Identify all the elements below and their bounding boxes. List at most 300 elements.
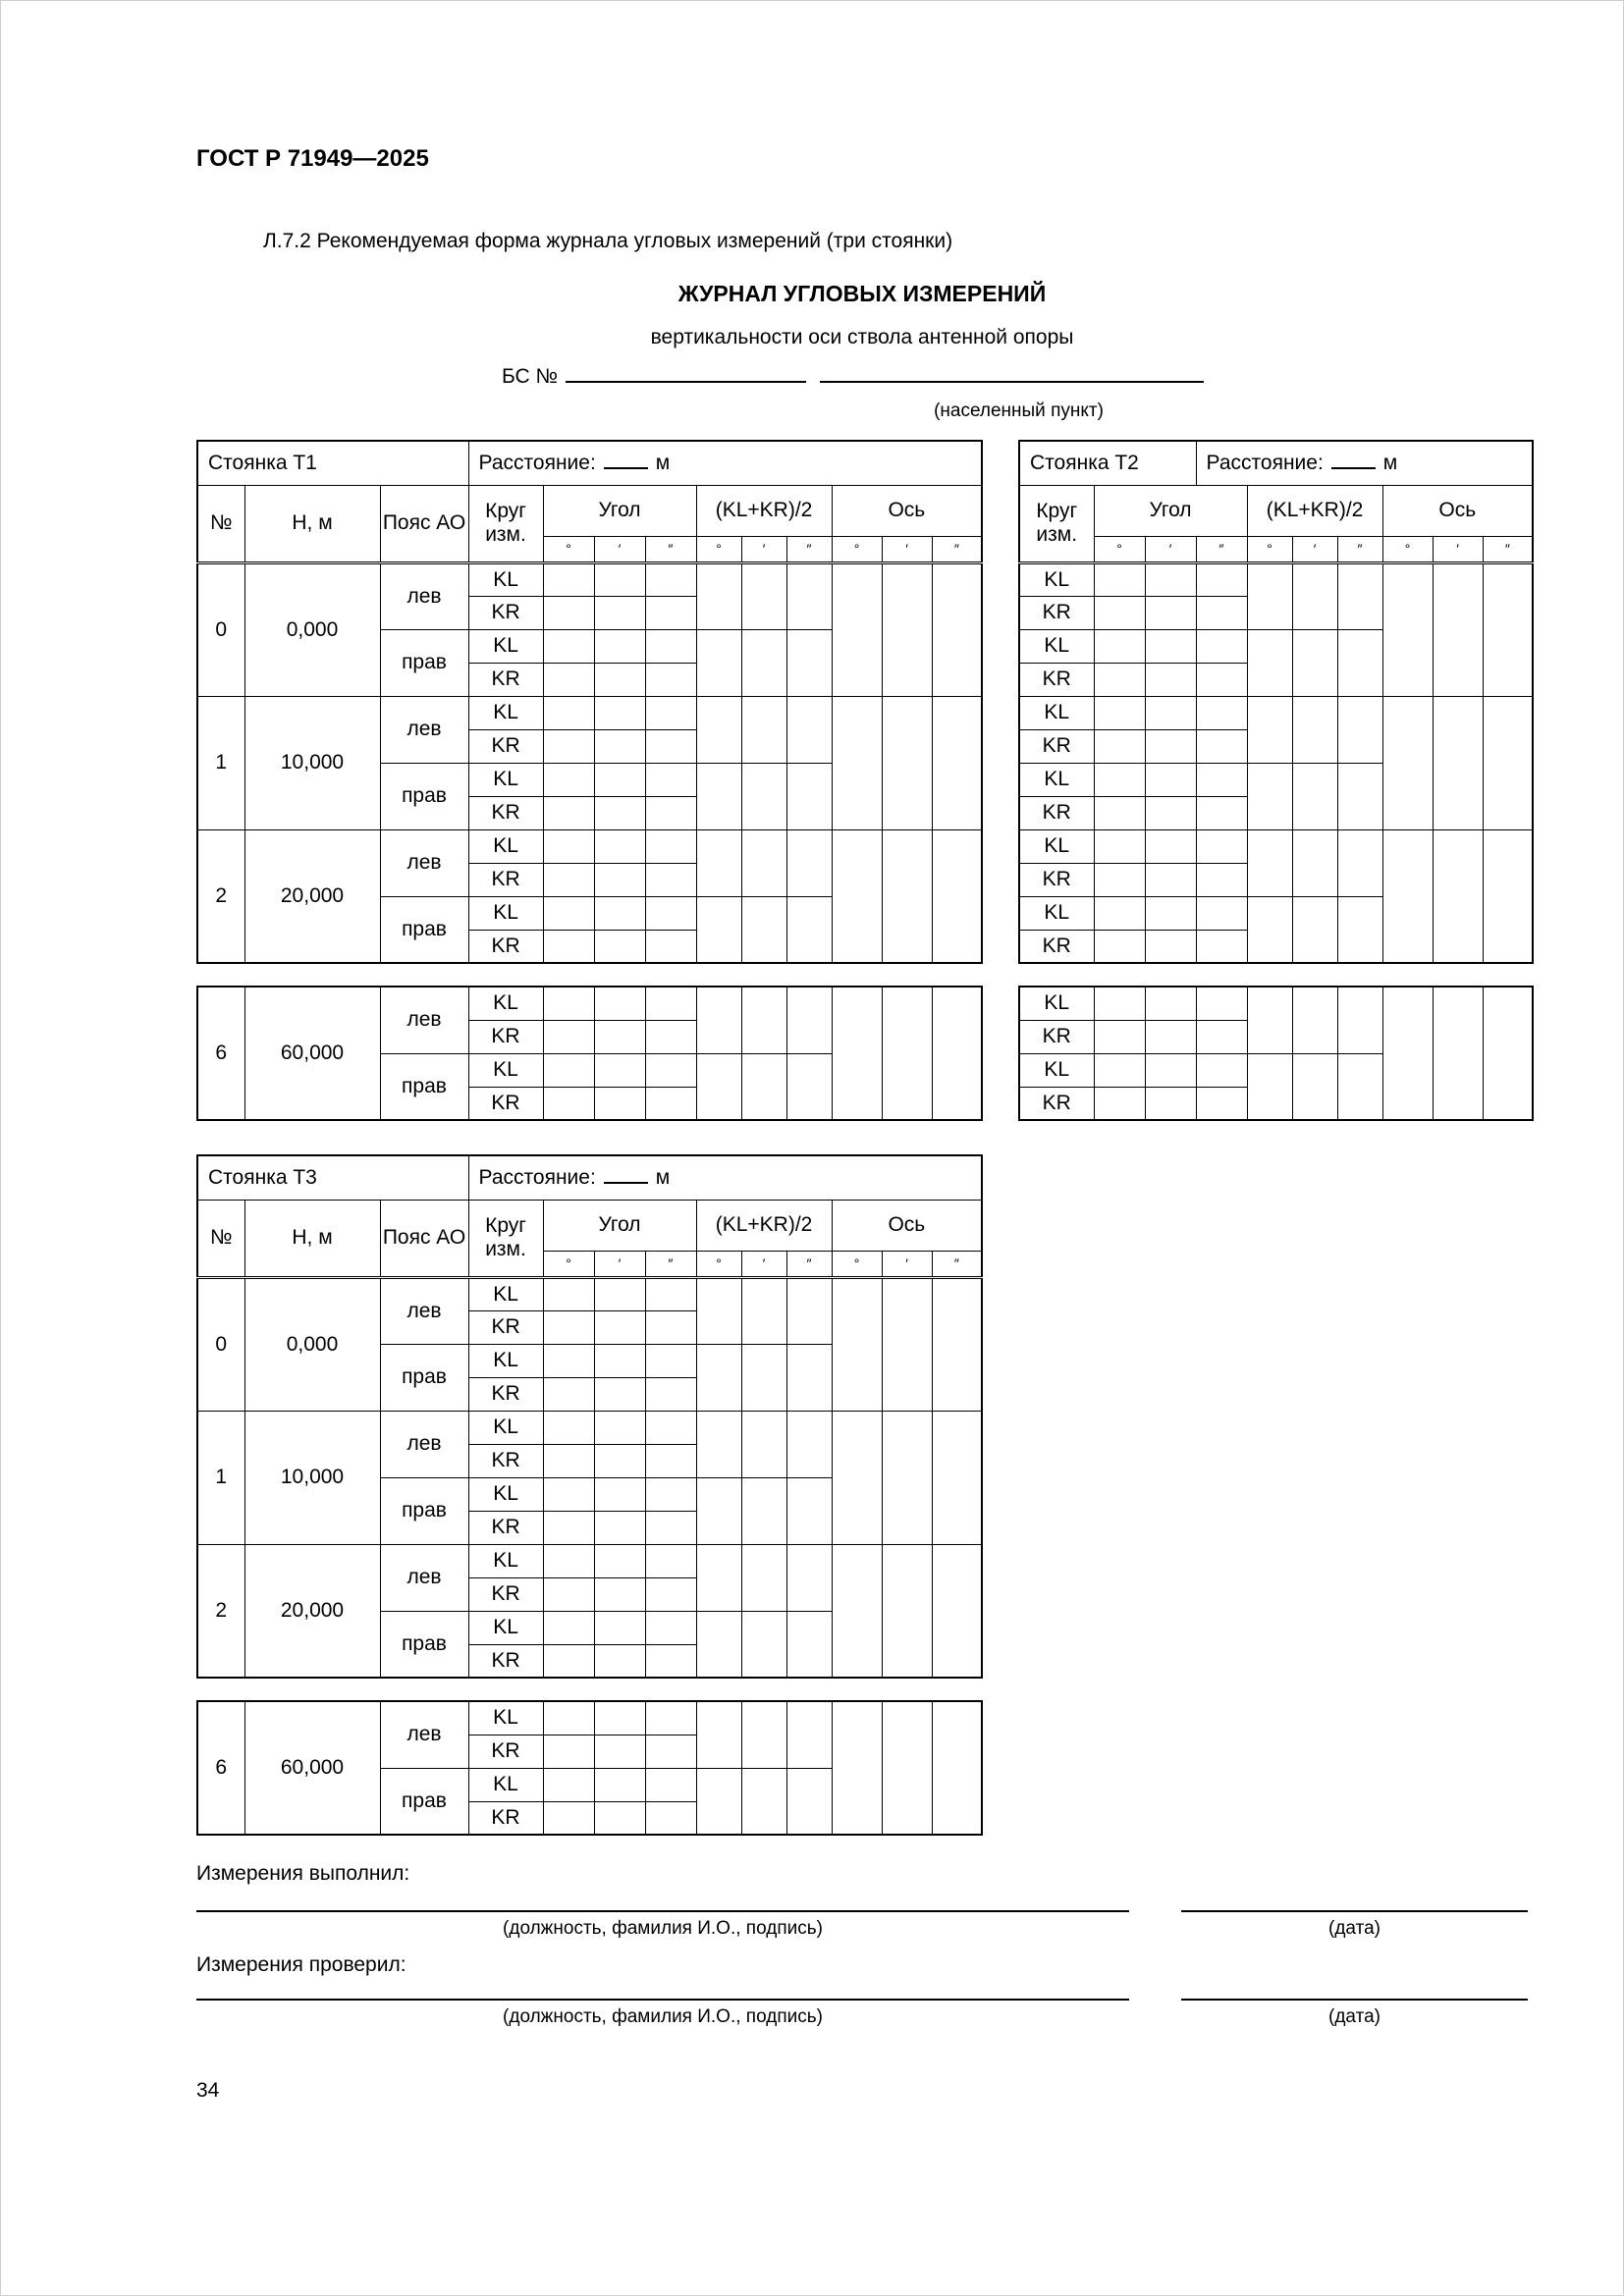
circle-kr-cell: KR: [468, 663, 543, 696]
unit-sec-axis: ″: [1483, 536, 1533, 562]
angle-value-cell: [543, 1477, 594, 1511]
angle-value-cell: [645, 1277, 696, 1310]
angle-value-cell: [645, 1511, 696, 1544]
circle-kl-cell: KL: [1019, 562, 1094, 596]
axis-value-cell: [1483, 987, 1533, 1120]
angle-value-cell: [594, 562, 645, 596]
circle-kr-cell: KR: [468, 1801, 543, 1835]
klkr-value-cell: [786, 987, 832, 1053]
angle-value-cell: [594, 1611, 645, 1644]
klkr-value-cell: [1337, 763, 1382, 829]
circle-kr-cell: KR: [468, 1644, 543, 1678]
klkr-value-cell: [696, 1544, 741, 1611]
circle-kl-cell: KL: [468, 829, 543, 863]
axis-value-cell: [932, 1701, 982, 1835]
circle-kr-cell: KR: [468, 729, 543, 763]
axis-value-cell: [832, 1701, 882, 1835]
angle-value-cell: [543, 1053, 594, 1087]
angle-value-cell: [594, 629, 645, 663]
angle-value-cell: [1094, 863, 1145, 896]
distance-unit: м: [1382, 451, 1398, 474]
point-num: 2: [197, 1544, 244, 1678]
angle-value-cell: [543, 829, 594, 863]
circle-kl-cell: KL: [468, 1411, 543, 1444]
klkr-value-cell: [741, 629, 786, 696]
angle-value-cell: [645, 696, 696, 729]
table-row: [197, 1544, 982, 1577]
klkr-value-cell: [741, 1344, 786, 1411]
angle-value-cell: [645, 763, 696, 796]
angle-value-cell: [645, 987, 696, 1020]
unit-min-klkr: ′: [1292, 536, 1337, 562]
angle-value-cell: [543, 1735, 594, 1768]
performed-label: Измерения выполнил:: [196, 1862, 410, 1885]
klkr-value-cell: [786, 562, 832, 629]
angle-value-cell: [1145, 663, 1196, 696]
klkr-value-cell: [696, 696, 741, 763]
klkr-value-cell: [1247, 763, 1292, 829]
unit-min-angle: ′: [594, 536, 645, 562]
col-header-axis: Ось: [832, 485, 982, 536]
belt-left-cell: лев: [380, 562, 468, 629]
angle-value-cell: [543, 763, 594, 796]
angle-value-cell: [1094, 829, 1145, 863]
point-num: 0: [197, 562, 244, 696]
klkr-value-cell: [786, 1344, 832, 1411]
axis-value-cell: [1483, 829, 1533, 963]
point-num: 6: [197, 987, 244, 1120]
klkr-value-cell: [786, 763, 832, 829]
unit-deg-klkr: °: [696, 1251, 741, 1277]
circle-kl-cell: KL: [468, 696, 543, 729]
angle-value-cell: [594, 896, 645, 930]
klkr-value-cell: [741, 1701, 786, 1768]
klkr-value-cell: [1337, 1053, 1382, 1120]
unit-min-axis: ′: [882, 536, 932, 562]
circle-kr-cell: KR: [468, 1735, 543, 1768]
angle-value-cell: [645, 829, 696, 863]
distance-label: Расстояние:: [1206, 451, 1324, 474]
station-name: Стоянка Т2: [1019, 441, 1196, 485]
distance-blank: [604, 454, 648, 469]
circle-kr-cell: KR: [468, 863, 543, 896]
klkr-value-cell: [741, 829, 786, 896]
klkr-value-cell: [741, 696, 786, 763]
klkr-value-cell: [1247, 629, 1292, 696]
table-row: [197, 1155, 982, 1200]
table-row: [1019, 696, 1533, 729]
klkr-value-cell: [741, 1768, 786, 1835]
angle-value-cell: [1094, 562, 1145, 596]
klkr-value-cell: [741, 1477, 786, 1544]
angle-value-cell: [594, 696, 645, 729]
axis-value-cell: [882, 1277, 932, 1411]
table-row: [197, 829, 982, 863]
angle-value-cell: [594, 1511, 645, 1544]
unit-min-angle: ′: [1145, 536, 1196, 562]
unit-deg-angle: °: [1094, 536, 1145, 562]
col-header-num: №: [197, 485, 244, 562]
point-num: 6: [197, 1701, 244, 1835]
axis-value-cell: [1433, 829, 1483, 963]
page-number: 34: [196, 2079, 220, 2102]
klkr-value-cell: [786, 896, 832, 963]
station-t2-main-table: [1018, 440, 1534, 964]
axis-value-cell: [1382, 562, 1433, 696]
angle-value-cell: [645, 1644, 696, 1678]
angle-value-cell: [1196, 763, 1247, 796]
klkr-value-cell: [741, 1053, 786, 1120]
point-num: 2: [197, 829, 244, 963]
klkr-value-cell: [1337, 562, 1382, 629]
circle-kl-cell: KL: [468, 1344, 543, 1377]
checked-signature-caption: (должность, фамилия И.О., подпись): [503, 2006, 823, 2027]
unit-sec-klkr: ″: [786, 1251, 832, 1277]
angle-value-cell: [645, 629, 696, 663]
angle-value-cell: [1094, 696, 1145, 729]
angle-value-cell: [1145, 562, 1196, 596]
angle-value-cell: [594, 1344, 645, 1377]
circle-kl-cell: KL: [468, 1277, 543, 1310]
angle-value-cell: [645, 663, 696, 696]
angle-value-cell: [543, 1277, 594, 1310]
angle-value-cell: [594, 1644, 645, 1678]
angle-value-cell: [645, 596, 696, 629]
angle-value-cell: [543, 930, 594, 963]
klkr-value-cell: [1247, 896, 1292, 963]
angle-value-cell: [594, 663, 645, 696]
station-t2-section: [1018, 440, 1534, 1121]
axis-value-cell: [1382, 987, 1433, 1120]
angle-value-cell: [1094, 896, 1145, 930]
angle-value-cell: [594, 1768, 645, 1801]
klkr-value-cell: [741, 763, 786, 829]
angle-value-cell: [645, 1377, 696, 1411]
belt-left-cell: лев: [380, 829, 468, 896]
axis-value-cell: [832, 829, 882, 963]
angle-value-cell: [594, 729, 645, 763]
angle-value-cell: [543, 1801, 594, 1835]
angle-value-cell: [645, 1735, 696, 1768]
point-height: 60,000: [244, 987, 380, 1120]
circle-kl-cell: KL: [468, 896, 543, 930]
angle-value-cell: [645, 1477, 696, 1511]
axis-value-cell: [1433, 562, 1483, 696]
station-t1-extra-table: [196, 986, 983, 1121]
unit-deg-axis: °: [832, 1251, 882, 1277]
axis-value-cell: [932, 1544, 982, 1678]
col-header-circle: Круг изм.: [468, 485, 543, 562]
angle-value-cell: [594, 1577, 645, 1611]
section-title: Л.7.2 Рекомендуемая форма журнала угловых измерений (три стоянки): [263, 230, 953, 252]
circle-kl-cell: KL: [468, 1611, 543, 1644]
klkr-value-cell: [786, 1701, 832, 1768]
angle-value-cell: [1094, 596, 1145, 629]
angle-value-cell: [645, 729, 696, 763]
klkr-value-cell: [696, 1344, 741, 1411]
circle-kr-cell: KR: [1019, 863, 1094, 896]
klkr-value-cell: [786, 1477, 832, 1544]
circle-kl-cell: KL: [468, 763, 543, 796]
circle-kl-cell: KL: [468, 1768, 543, 1801]
klkr-value-cell: [1292, 763, 1337, 829]
circle-kl-cell: KL: [468, 1544, 543, 1577]
angle-value-cell: [543, 1701, 594, 1735]
angle-value-cell: [1145, 763, 1196, 796]
klkr-value-cell: [786, 1544, 832, 1611]
angle-value-cell: [594, 987, 645, 1020]
klkr-value-cell: [741, 1411, 786, 1477]
angle-value-cell: [594, 1020, 645, 1053]
angle-value-cell: [645, 1801, 696, 1835]
angle-value-cell: [543, 1768, 594, 1801]
col-header-axis: Ось: [832, 1200, 982, 1251]
circle-kr-cell: KR: [468, 1444, 543, 1477]
belt-right-cell: прав: [380, 1344, 468, 1411]
angle-value-cell: [1196, 729, 1247, 763]
col-header-axis: Ось: [1382, 485, 1533, 536]
circle-kr-cell: KR: [468, 796, 543, 829]
angle-value-cell: [594, 1444, 645, 1477]
axis-value-cell: [882, 829, 932, 963]
angle-value-cell: [1145, 987, 1196, 1020]
axis-value-cell: [832, 1544, 882, 1678]
angle-value-cell: [594, 1544, 645, 1577]
table-row: [1019, 562, 1533, 596]
angle-value-cell: [543, 987, 594, 1020]
angle-value-cell: [543, 1310, 594, 1344]
angle-value-cell: [1094, 930, 1145, 963]
angle-value-cell: [645, 1344, 696, 1377]
angle-value-cell: [543, 1644, 594, 1678]
point-height: 20,000: [244, 829, 380, 963]
distance-cell: [468, 441, 982, 485]
angle-value-cell: [543, 1020, 594, 1053]
table-row: [1019, 485, 1533, 536]
angle-value-cell: [645, 1611, 696, 1644]
table-row: [197, 987, 982, 1020]
angle-value-cell: [645, 1053, 696, 1087]
angle-value-cell: [645, 1020, 696, 1053]
circle-kr-cell: KR: [1019, 1087, 1094, 1120]
axis-value-cell: [832, 696, 882, 829]
klkr-value-cell: [1247, 987, 1292, 1053]
performed-signature-caption: (должность, фамилия И.О., подпись): [503, 1918, 823, 1939]
angle-value-cell: [645, 896, 696, 930]
journal-title: ЖУРНАЛ УГЛОВЫХ ИЗМЕРЕНИЙ: [677, 281, 1047, 306]
klkr-value-cell: [696, 1701, 741, 1768]
axis-value-cell: [932, 696, 982, 829]
axis-value-cell: [1433, 987, 1483, 1120]
performed-signature-line: [196, 1910, 1129, 1912]
circle-kr-cell: KR: [468, 1511, 543, 1544]
klkr-value-cell: [1247, 696, 1292, 763]
point-height: 10,000: [244, 1411, 380, 1544]
axis-value-cell: [1382, 829, 1433, 963]
angle-value-cell: [1145, 596, 1196, 629]
angle-value-cell: [645, 1577, 696, 1611]
table-row: [197, 1277, 982, 1310]
angle-value-cell: [594, 829, 645, 863]
belt-left-cell: лев: [380, 1277, 468, 1344]
angle-value-cell: [1196, 796, 1247, 829]
circle-kr-cell: KR: [468, 930, 543, 963]
circle-kr-cell: KR: [468, 1577, 543, 1611]
angle-value-cell: [1094, 729, 1145, 763]
angle-value-cell: [594, 1411, 645, 1444]
angle-value-cell: [543, 729, 594, 763]
klkr-value-cell: [1337, 829, 1382, 896]
document-code: ГОСТ Р 71949—2025: [196, 145, 429, 172]
circle-kr-cell: KR: [468, 1020, 543, 1053]
klkr-value-cell: [741, 1611, 786, 1678]
angle-value-cell: [1196, 663, 1247, 696]
angle-value-cell: [645, 1411, 696, 1444]
table-row: [197, 1200, 982, 1251]
distance-cell: [468, 1155, 982, 1200]
bs-number-blank: [566, 368, 806, 383]
circle-kr-cell: KR: [468, 1310, 543, 1344]
table-row: [1019, 987, 1533, 1020]
col-header-angle: Угол: [543, 1200, 696, 1251]
angle-value-cell: [594, 863, 645, 896]
distance-blank: [1331, 454, 1376, 469]
klkr-value-cell: [696, 987, 741, 1053]
angle-value-cell: [543, 1344, 594, 1377]
angle-value-cell: [645, 863, 696, 896]
angle-value-cell: [1094, 1053, 1145, 1087]
angle-value-cell: [1094, 763, 1145, 796]
angle-value-cell: [1145, 930, 1196, 963]
unit-min-angle: ′: [594, 1251, 645, 1277]
klkr-value-cell: [1247, 829, 1292, 896]
bs-label: БС №: [502, 365, 559, 388]
angle-value-cell: [1196, 930, 1247, 963]
angle-value-cell: [1094, 629, 1145, 663]
circle-kl-cell: KL: [468, 629, 543, 663]
unit-sec-angle: ″: [645, 1251, 696, 1277]
angle-value-cell: [594, 1477, 645, 1511]
angle-value-cell: [1196, 562, 1247, 596]
point-num: 1: [197, 1411, 244, 1544]
checked-label: Измерения проверил:: [196, 1953, 406, 1976]
angle-value-cell: [543, 1411, 594, 1444]
unit-sec-axis: ″: [932, 536, 982, 562]
angle-value-cell: [1196, 1020, 1247, 1053]
angle-value-cell: [645, 930, 696, 963]
table-row: [197, 485, 982, 536]
angle-value-cell: [543, 1611, 594, 1644]
col-header-klkr: (KL+KR)/2: [696, 1200, 832, 1251]
unit-min-axis: ′: [1433, 536, 1483, 562]
klkr-value-cell: [786, 829, 832, 896]
angle-value-cell: [1145, 829, 1196, 863]
circle-kl-cell: KL: [468, 1053, 543, 1087]
klkr-value-cell: [696, 1411, 741, 1477]
angle-value-cell: [1094, 663, 1145, 696]
klkr-value-cell: [1292, 696, 1337, 763]
unit-min-klkr: ′: [741, 1251, 786, 1277]
axis-value-cell: [1483, 696, 1533, 829]
bs-settlement-blank: [820, 368, 1204, 383]
col-header-circle: Круг изм.: [1019, 485, 1094, 562]
point-height: 0,000: [244, 562, 380, 696]
belt-left-cell: лев: [380, 1701, 468, 1768]
station-t3-extra-table: [196, 1700, 983, 1836]
klkr-value-cell: [696, 1768, 741, 1835]
angle-value-cell: [543, 1511, 594, 1544]
table-row: [197, 562, 982, 596]
col-header-num: №: [197, 1200, 244, 1277]
axis-value-cell: [932, 1411, 982, 1544]
angle-value-cell: [594, 1087, 645, 1120]
axis-value-cell: [882, 696, 932, 829]
angle-value-cell: [1196, 987, 1247, 1020]
axis-value-cell: [932, 829, 982, 963]
klkr-value-cell: [1292, 829, 1337, 896]
distance-unit: м: [655, 1165, 671, 1189]
circle-kl-cell: KL: [1019, 829, 1094, 863]
belt-right-cell: прав: [380, 1768, 468, 1835]
klkr-value-cell: [741, 1544, 786, 1611]
table-row: [1019, 536, 1533, 562]
belt-left-cell: лев: [380, 1544, 468, 1611]
circle-kl-cell: KL: [468, 1477, 543, 1511]
angle-value-cell: [645, 1768, 696, 1801]
klkr-value-cell: [786, 1611, 832, 1678]
klkr-value-cell: [696, 896, 741, 963]
circle-kr-cell: KR: [1019, 663, 1094, 696]
unit-sec-klkr: ″: [1337, 536, 1382, 562]
klkr-value-cell: [1337, 896, 1382, 963]
angle-value-cell: [1145, 1053, 1196, 1087]
point-height: 60,000: [244, 1701, 380, 1835]
angle-value-cell: [543, 1087, 594, 1120]
klkr-value-cell: [696, 829, 741, 896]
angle-value-cell: [1196, 696, 1247, 729]
angle-value-cell: [594, 930, 645, 963]
belt-right-cell: прав: [380, 1477, 468, 1544]
circle-kr-cell: KR: [1019, 596, 1094, 629]
circle-kl-cell: KL: [1019, 696, 1094, 729]
table-row: [197, 1411, 982, 1444]
angle-value-cell: [1094, 796, 1145, 829]
angle-value-cell: [1145, 1020, 1196, 1053]
angle-value-cell: [594, 796, 645, 829]
point-height: 0,000: [244, 1277, 380, 1411]
station-t3-section: [196, 1154, 983, 1836]
journal-subtitle: вертикальности оси ствола антенной опоры: [650, 326, 1074, 348]
angle-value-cell: [645, 1310, 696, 1344]
klkr-value-cell: [1247, 1053, 1292, 1120]
axis-value-cell: [832, 987, 882, 1120]
unit-deg-axis: °: [1382, 536, 1433, 562]
circle-kr-cell: KR: [468, 596, 543, 629]
angle-value-cell: [594, 1277, 645, 1310]
belt-right-cell: прав: [380, 763, 468, 829]
station-t1-section: [196, 440, 983, 1121]
belt-right-cell: прав: [380, 1053, 468, 1120]
klkr-value-cell: [696, 1611, 741, 1678]
performed-date-caption: (дата): [1328, 1918, 1380, 1939]
axis-value-cell: [882, 1701, 932, 1835]
belt-right-cell: прав: [380, 629, 468, 696]
belt-right-cell: прав: [380, 896, 468, 963]
table-row: [197, 696, 982, 729]
klkr-value-cell: [1337, 987, 1382, 1053]
angle-value-cell: [594, 1801, 645, 1835]
circle-kl-cell: KL: [1019, 629, 1094, 663]
